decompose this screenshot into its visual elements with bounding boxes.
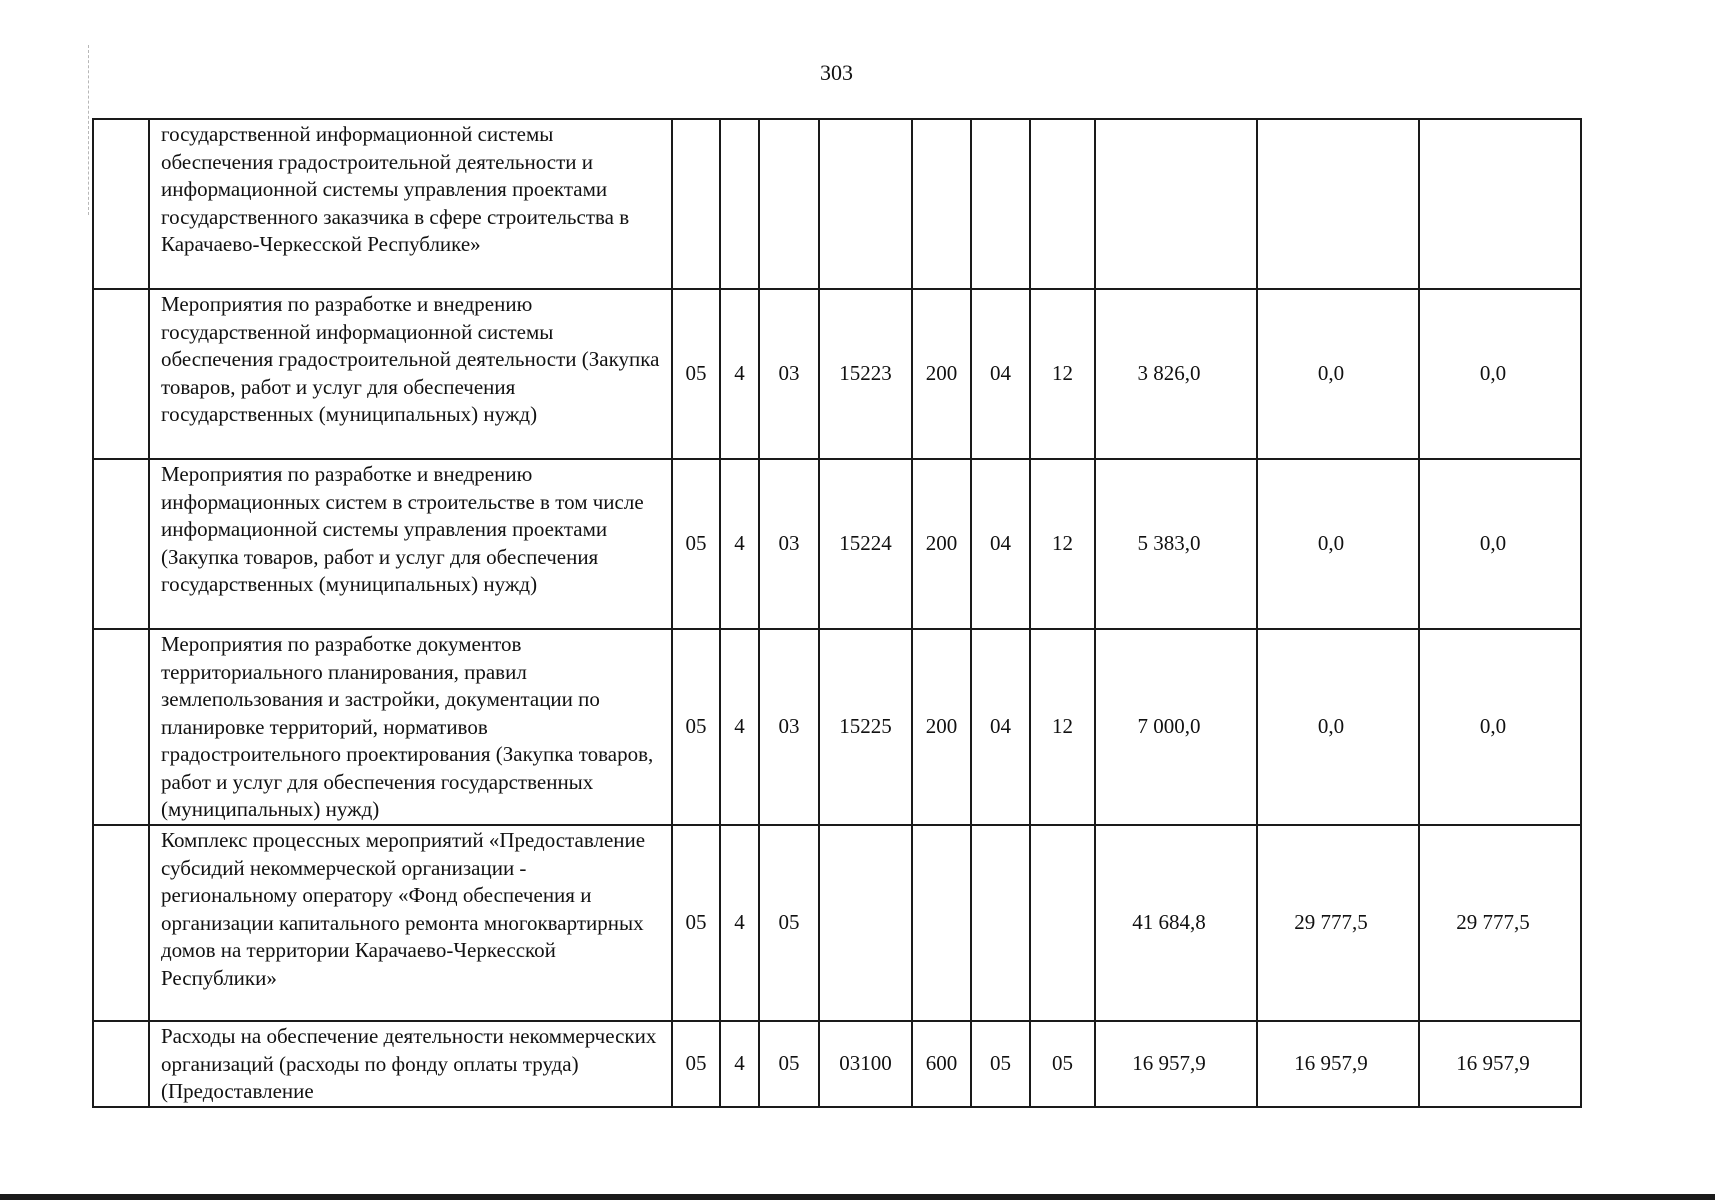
description-cell: Комплекс процессных мероприятий «Предоставление субсидий некоммерческой организации - региональному оператору «Фонд обеспечения и организации капитального ремонта многоквартирных домов на территории Карачаево-Черкесской Республики» bbox=[149, 825, 672, 1021]
amount-year-3-cell: 0,0 bbox=[1419, 289, 1581, 459]
amount-year-3-cell: 0,0 bbox=[1419, 459, 1581, 629]
code-chapter-cell: 04 bbox=[971, 459, 1030, 629]
code-section-cell: 05 bbox=[672, 825, 720, 1021]
code-subchapter-cell: 05 bbox=[1030, 1021, 1095, 1107]
scan-edge-bar bbox=[0, 1194, 1715, 1200]
code-subchapter-cell: 12 bbox=[1030, 459, 1095, 629]
code-subchapter-cell bbox=[1030, 825, 1095, 1021]
amount-year-1-cell: 41 684,8 bbox=[1095, 825, 1257, 1021]
amount-year-2-cell bbox=[1257, 119, 1419, 289]
code-chapter-cell: 04 bbox=[971, 289, 1030, 459]
amount-year-3-cell: 29 777,5 bbox=[1419, 825, 1581, 1021]
code-program-cell: 4 bbox=[720, 459, 759, 629]
code-direction-cell: 15225 bbox=[819, 629, 912, 825]
code-chapter-cell bbox=[971, 119, 1030, 289]
description-cell: Мероприятия по разработке и внедрению государственной информационной системы обеспечения градостроительной деятельности (Закупка товаров, работ и услуг для обеспечения государственных (муниципальных) нужд) bbox=[149, 289, 672, 459]
code-program-cell bbox=[720, 119, 759, 289]
code-section-cell: 05 bbox=[672, 459, 720, 629]
code-section-cell: 05 bbox=[672, 629, 720, 825]
amount-year-2-cell: 16 957,9 bbox=[1257, 1021, 1419, 1107]
description-cell: Мероприятия по разработке и внедрению информационных систем в строительстве в том числе информационной системы управления проектами (Закупка товаров, работ и услуг для обеспечения государственных (муниципальных) нужд) bbox=[149, 459, 672, 629]
table-row bbox=[93, 459, 1581, 629]
code-chapter-cell bbox=[971, 825, 1030, 1021]
code-direction-cell bbox=[819, 119, 912, 289]
code-subprogram-cell bbox=[759, 119, 819, 289]
table-row bbox=[93, 825, 1581, 1021]
code-direction-cell: 15223 bbox=[819, 289, 912, 459]
code-program-cell: 4 bbox=[720, 629, 759, 825]
amount-year-1-cell bbox=[1095, 119, 1257, 289]
code-expense-type-cell bbox=[912, 825, 971, 1021]
row-number-cell bbox=[93, 119, 149, 289]
code-subchapter-cell: 12 bbox=[1030, 629, 1095, 825]
code-subprogram-cell: 03 bbox=[759, 289, 819, 459]
amount-year-2-cell: 0,0 bbox=[1257, 459, 1419, 629]
page-number: 303 bbox=[820, 60, 853, 85]
code-program-cell: 4 bbox=[720, 825, 759, 1021]
code-chapter-cell: 04 bbox=[971, 629, 1030, 825]
code-section-cell bbox=[672, 119, 720, 289]
row-number-cell bbox=[93, 825, 149, 1021]
amount-year-2-cell: 29 777,5 bbox=[1257, 825, 1419, 1021]
code-section-cell: 05 bbox=[672, 1021, 720, 1107]
code-program-cell: 4 bbox=[720, 289, 759, 459]
code-expense-type-cell bbox=[912, 119, 971, 289]
row-number-cell bbox=[93, 1021, 149, 1107]
amount-year-1-cell: 3 826,0 bbox=[1095, 289, 1257, 459]
amount-year-1-cell: 5 383,0 bbox=[1095, 459, 1257, 629]
table-row bbox=[93, 1021, 1581, 1107]
amount-year-1-cell: 16 957,9 bbox=[1095, 1021, 1257, 1107]
table-row bbox=[93, 119, 1581, 289]
code-expense-type-cell: 200 bbox=[912, 459, 971, 629]
code-expense-type-cell: 200 bbox=[912, 289, 971, 459]
code-subchapter-cell bbox=[1030, 119, 1095, 289]
row-number-cell bbox=[93, 629, 149, 825]
code-program-cell: 4 bbox=[720, 1021, 759, 1107]
code-expense-type-cell: 600 bbox=[912, 1021, 971, 1107]
amount-year-1-cell: 7 000,0 bbox=[1095, 629, 1257, 825]
code-subprogram-cell: 05 bbox=[759, 1021, 819, 1107]
code-subprogram-cell: 03 bbox=[759, 459, 819, 629]
table-row bbox=[93, 289, 1581, 459]
table-row bbox=[93, 629, 1581, 825]
budget-table bbox=[92, 118, 1582, 1108]
description-cell: государственной информационной системы обеспечения градостроительной деятельности и информационной системы управления проектами государственного заказчика в сфере строительства в Карачаево-Черкесской Республике» bbox=[149, 119, 672, 289]
amount-year-2-cell: 0,0 bbox=[1257, 289, 1419, 459]
code-direction-cell bbox=[819, 825, 912, 1021]
code-subprogram-cell: 03 bbox=[759, 629, 819, 825]
code-chapter-cell: 05 bbox=[971, 1021, 1030, 1107]
amount-year-2-cell: 0,0 bbox=[1257, 629, 1419, 825]
code-expense-type-cell: 200 bbox=[912, 629, 971, 825]
row-number-cell bbox=[93, 289, 149, 459]
code-subprogram-cell: 05 bbox=[759, 825, 819, 1021]
description-cell: Мероприятия по разработке документов территориального планирования, правил землепользования и застройки, документации по планировке территорий, нормативов градостроительного проектирования (Закупка товаров, работ и услуг для обеспечения государственных (муниципальных) нужд) bbox=[149, 629, 672, 825]
amount-year-3-cell: 0,0 bbox=[1419, 629, 1581, 825]
code-direction-cell: 03100 bbox=[819, 1021, 912, 1107]
code-subchapter-cell: 12 bbox=[1030, 289, 1095, 459]
amount-year-3-cell: 16 957,9 bbox=[1419, 1021, 1581, 1107]
description-cell: Расходы на обеспечение деятельности некоммерческих организаций (расходы по фонду оплаты труда) (Предоставление bbox=[149, 1021, 672, 1107]
code-direction-cell: 15224 bbox=[819, 459, 912, 629]
row-number-cell bbox=[93, 459, 149, 629]
amount-year-3-cell bbox=[1419, 119, 1581, 289]
code-section-cell: 05 bbox=[672, 289, 720, 459]
